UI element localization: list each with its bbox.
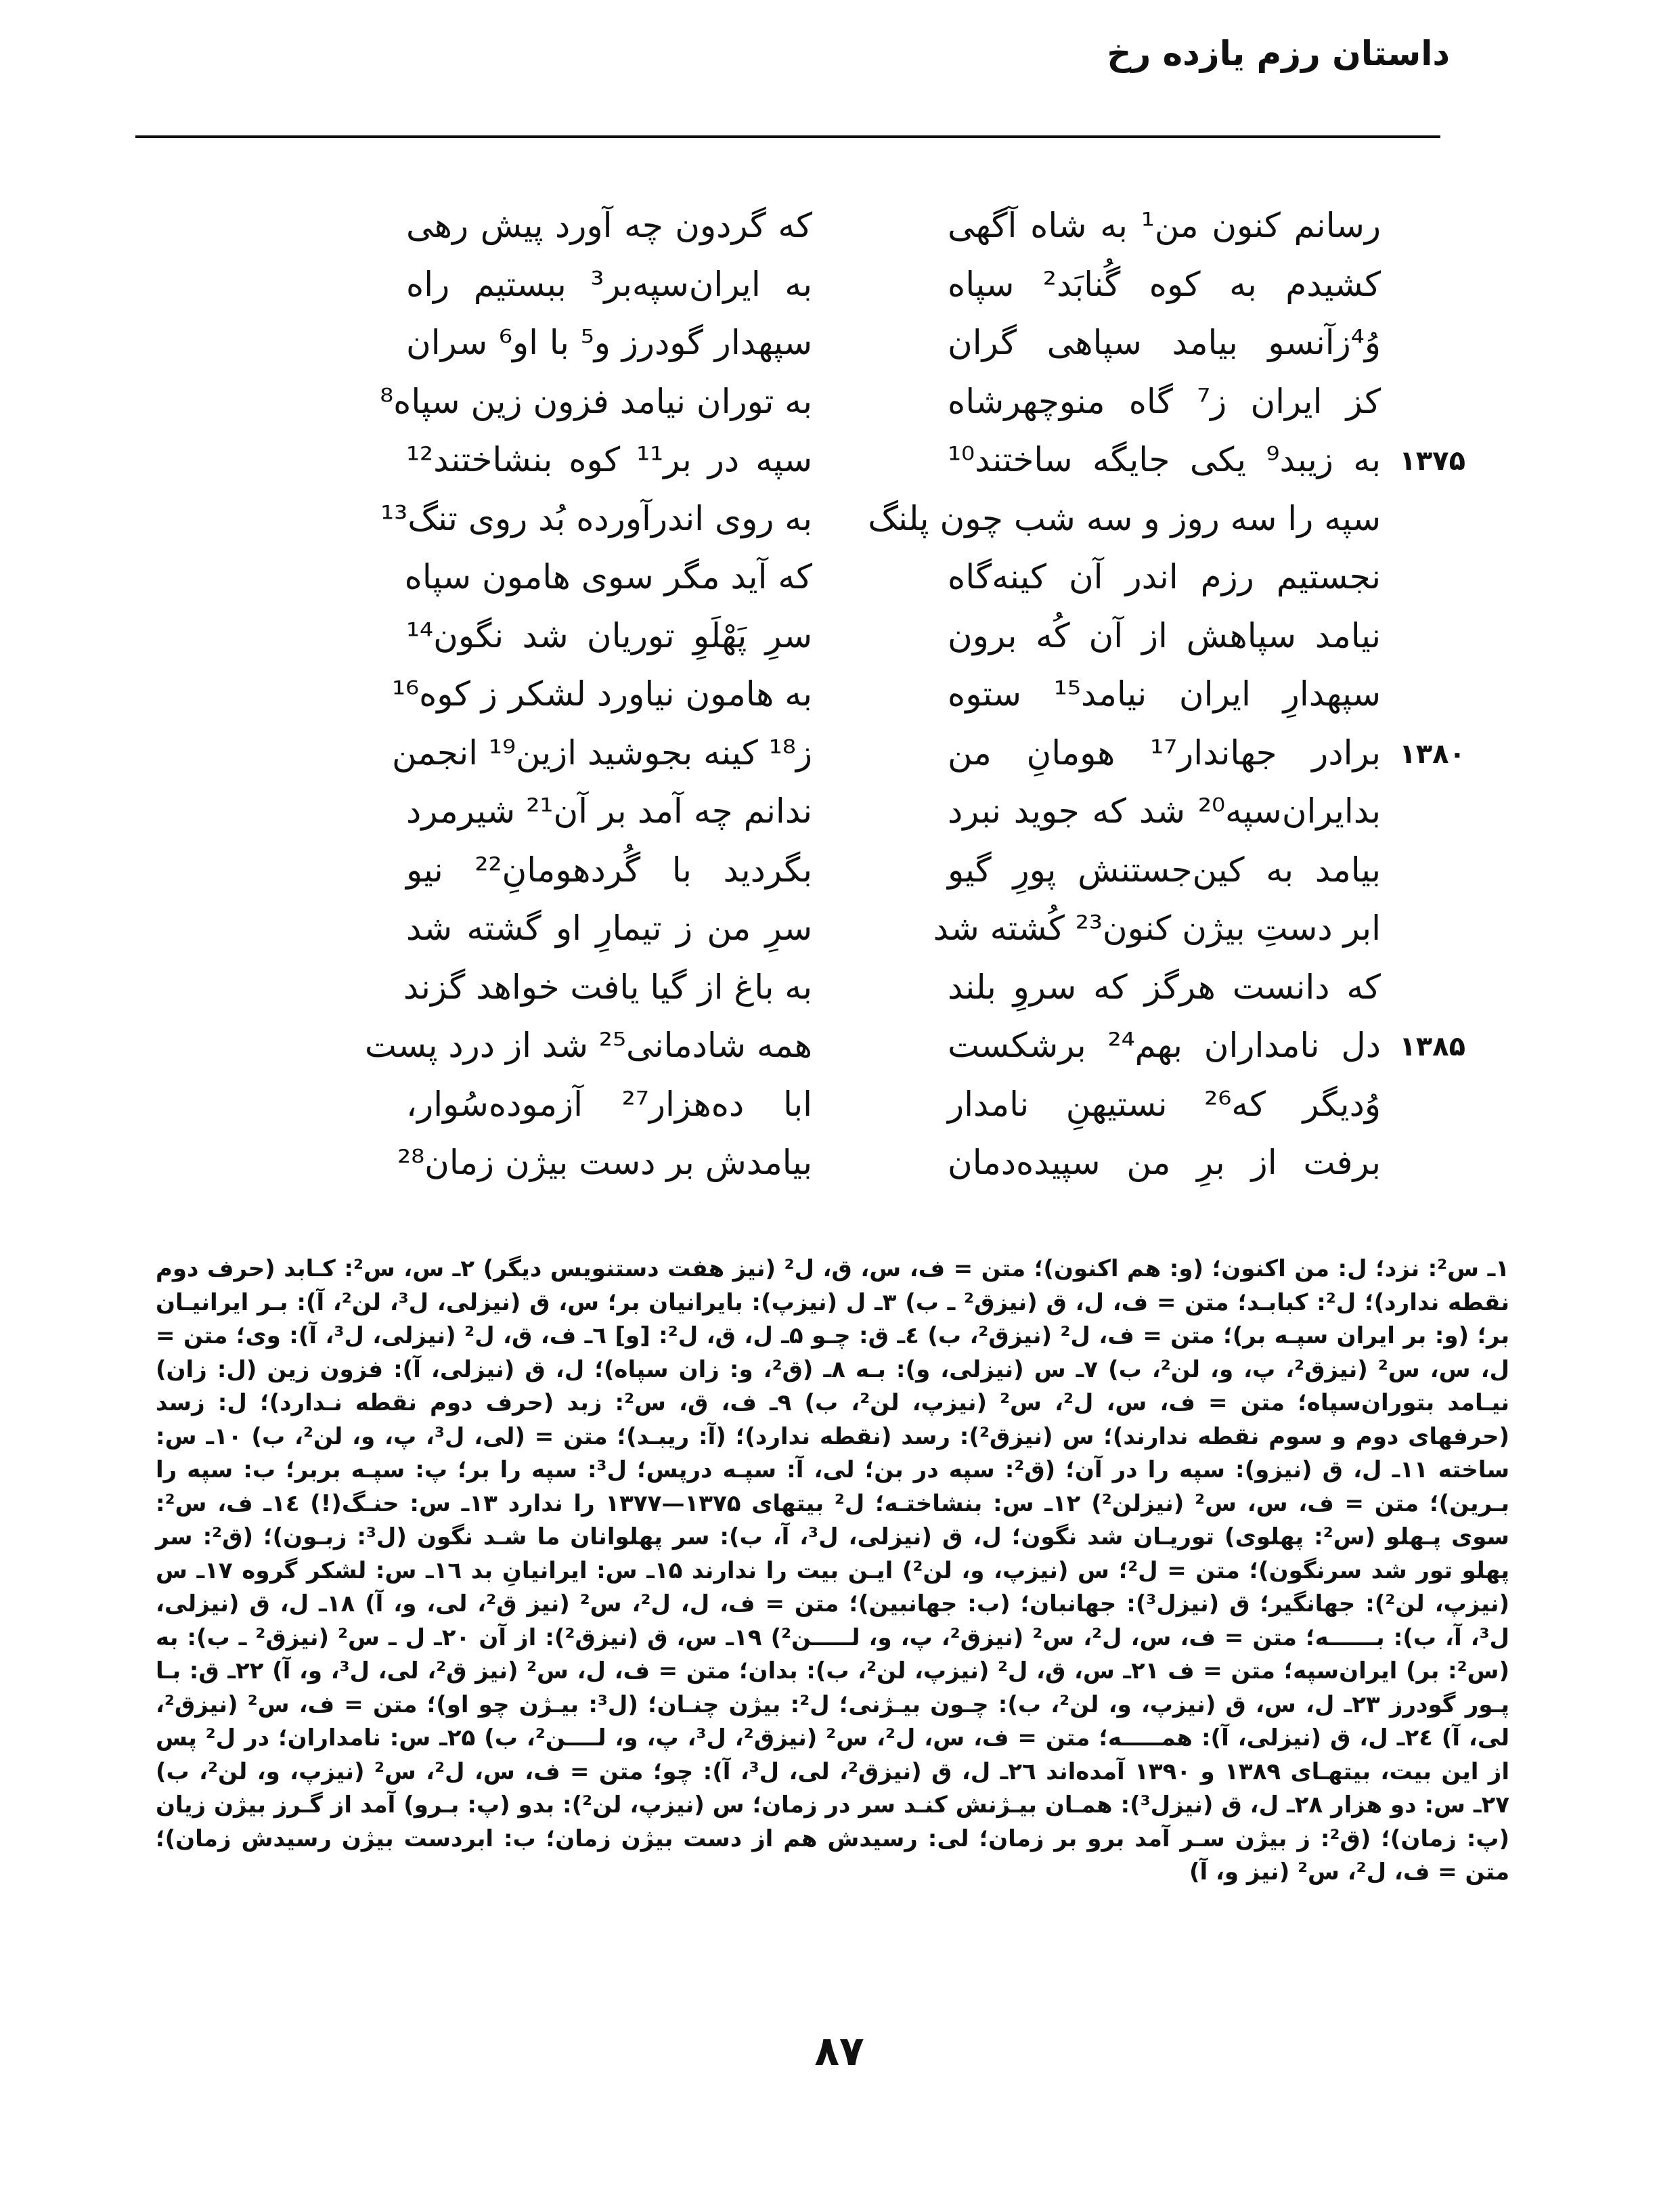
- hemistich-left: همه شادمانی²⁵ شد از درد پست: [364, 1026, 812, 1066]
- hemistich-right: به زیبد⁹ یکی جایگه ساختند¹⁰: [948, 440, 1381, 480]
- hemistich-right: بدایران‌سپه²⁰ شد که جوید نبرد: [948, 791, 1381, 831]
- hemistich-right: برادر جهاندار¹⁷ هومانِ من: [948, 733, 1381, 772]
- verse-row: [284, 958, 1381, 1017]
- hemistich-right: دل نامداران بهم²⁴ برشکست: [948, 1026, 1381, 1066]
- line-number: ۱۳۸۵: [1399, 1031, 1465, 1062]
- verse-row: [284, 1133, 1381, 1192]
- hemistich-left: ابا ده‌هزار²⁷ آزموده‌سُوار،: [406, 1084, 813, 1124]
- verse-row: [284, 724, 1465, 783]
- hemistich-right: کشیدم به کوه گُنابَد² سپاه: [948, 264, 1381, 304]
- hemistich-right: که دانست هرگز که سروِ بلند: [948, 967, 1381, 1007]
- hemistich-right: سپهدارِ ایران نیامد¹⁵ ستوه: [948, 674, 1381, 714]
- page-number: ۸۷: [814, 2028, 864, 2075]
- hemistich-right: کز ایران ز⁷ گاه منوچهرشاه: [948, 381, 1381, 421]
- hemistich-left: ز¹⁸ کینه بجوشید ازین¹⁹ انجمن: [391, 733, 812, 772]
- verse-row: [284, 313, 1381, 372]
- hemistich-left: ندانم چه آمد بر آن²¹ شیرمرد: [406, 791, 812, 831]
- hemistich-right: برفت از برِ من سپیده‌دمان: [948, 1143, 1381, 1183]
- verse-block: [284, 196, 1465, 1192]
- verse-row: [284, 431, 1465, 489]
- hemistich-left: سپه در بر¹¹ کوه بنشاختند¹²: [406, 440, 812, 480]
- verse-row: [284, 548, 1381, 607]
- hemistich-right: وُ⁴زآنسو بیامد سپاهی گران: [948, 323, 1381, 363]
- footnote-text: ۱ـ س²: نزد؛ ل: من اکنون؛ (و: هم اکنون)؛ متن = ف، س، ق، ل² (نیز هفت دستنویس دیگر) ۲ـ س، س²: کـابد (حرف دوم نقطه ندارد)؛ ل²: کبابـد؛ متن = ف، ل، ق (نیزق² ـ ب) ۳ـ ل (نیزپ): بایرانیان بر؛ س، ق (نیزلی، ل³، لن²، آ): بـر ایرانیـان بر؛ (و: بر ایران سپـه بر)؛ متن = ف، ل² (نیزق²، ب) ٤ـ ق: چـو ۵ـ ل، ق، ل²: [و] ٦ـ ف، ق، ل² (نیزلی، ل³، آ): وی؛ متن = ل، س، س² (نیزق²، پ، و، لن²، ب) ۷ـ س (نیزلی، و): بـه ۸ـ (ق²، و: زان سپاه)؛ ل، ق (نیزلی، آ): فزون زین (ل: زان) نیـامد بتوران‌سپاه؛ متن = ف، س، ل²، س² (نیزپ، لن²، ب) ۹ـ ف، ق، س²: زبد (حرف دوم نقطه نـدارد)؛ ل: زسد (حرفهای دوم و سوم نقطه ندارند)؛ س (نیزق²): رسد (نقطه ندارد)؛ (آ: ریبـد)؛ متن = (لی، ل³، پ، و، لن²، ب) ۱۰ـ س: ساخته ۱۱ـ ل، ق (نیزو): سپه را در آن؛ (ق²: سپه در بن؛ لی، آ: سپـه درپس؛ ل³: سپه را بر؛ پ: سپـه بربر؛ ب: سپه را بـرین)؛ متن = ف، س، س² (نیزلن²) ۱۲ـ س: بنشاختـه؛ ل² بیتهای ۱۳۷۵—۱۳۷۷ را ندارد ۱۳ـ س: حنـگ(!) ١٤ـ ف، س²: سوی پـهلو (س²: پهلوی) توریـان شد نگون؛ ل، ق (نیزلی، ل³، آ، ب): سر پهلوانان ما شـد نگون (ل³: زبـون)؛ (ق²: سر پهلو تور شد سرنگون)؛ متن = ل²؛ س (نیزپ، و، لن²) ایـن بیت را ندارند ۱۵ـ س: ایرانیانِ بد ۱٦ـ س: لشکر گروه ۱۷ـ س (نیزپ، لن²): جهانگیر؛ ق (نیزل³): جهانبان؛ (ب: جهانبین)؛ متن = ف، ل، ل²، س² (نیز ق²، لی، و، آ) ۱۸ـ ل، ق (نیزلی، ل³، آ، ب): بــــــه؛ متن = ف، س، ل²، س² (نیزق²، پ، و، لـــــن²) ۱۹ـ س، ق (نیزق²): از آن ۲۰ـ ل ـ س² (نیزق² ـ ب): به (س²: بر) ایران‌سپه؛ متن = ف ۲۱ـ س، ق، ل² (نیزپ، لن²، ب): بدان؛ متن = ف، ل، س² (نیز ق²، لی، ل³، و، آ) ۲۲ـ ق: بـا پـور گودرز ۲۳ـ ل، س، ق (نیزپ، و، لن²، ب): چـون بیـژنی؛ ل²: بیژن چنـان؛ (ل³: بیـژن چو او)؛ متن = ف، س² (نیزق²، لی، آ) ٢٤ـ ل، ق (نیزلی، آ): همـــــه؛ متن = ف، س، ل²، س² (نیزق²، ل³، پ، و، لــــن²، ب) ۲۵ـ س: نامداران؛ در ل² پس از این بیت، بیتهـای ۱۳۸۹ و ۱۳۹۰ آمده‌اند ۲٦ـ ل، ق (نیزق²، لی، ل³، آ): چو؛ متن = ف، س، ل²، س² (نیزپ، و، لن²، ب) ۲۷ـ س: دو هزار ۲۸ـ ل، ق (نیزل³): همـان بیـژنش کنـد سر در زمان؛ س (نیزپ، لن²): بدو (پ: بـرو) آمد از گـرز بیژن زیان (پ: زمان)؛ (ق²: ز بیژن سـر آمد برو بر زمان؛ لی: رسیدش هم از دست بیژن زمان؛ ب: ابردست بیژن رسیدش زمان)؛ متن = ف، ل²، س² (نیز و، آ): [156, 1255, 1510, 1886]
- line-number: ۱۳۷۵: [1399, 445, 1465, 477]
- verse-row: [284, 255, 1381, 314]
- verse-row: [284, 782, 1381, 841]
- hemistich-left: به باغ از گیا یافت خواهد گزند: [403, 967, 812, 1007]
- hemistich-right: بیامد به کین‌جستنش پورِ گیو: [948, 850, 1381, 890]
- hemistich-left: به توران نیامد فزون زین سپاه⁸: [380, 381, 812, 421]
- verse-row: [284, 372, 1381, 431]
- hemistich-left: به هامون نیاورد لشکر ز کوه¹⁶: [391, 674, 812, 714]
- running-title: داستان رزم یازده رخ: [1107, 34, 1450, 73]
- hemistich-right: نیامد سپاهش از آن کُه برون: [948, 615, 1381, 655]
- hemistich-left: بگردید با گُردهومانِ²² نیو: [406, 850, 812, 890]
- hemistich-left: سرِ پَهْلَوِ توریان شد نگون¹⁴: [406, 615, 812, 655]
- hemistich-left: سرِ من ز تیمارِ او گشته شد: [406, 909, 812, 949]
- verse-row: [284, 1075, 1381, 1134]
- verse-row: [284, 489, 1381, 548]
- hemistich-left: بیامدش بر دست بیژن زمان²⁸: [397, 1143, 812, 1183]
- footnotes: [156, 1253, 1509, 1890]
- line-number: ۱۳۸۰: [1399, 738, 1465, 770]
- verse-row: [284, 665, 1381, 724]
- hemistich-left: به ایران‌سپه‌بر³ ببستیم راه: [406, 264, 812, 304]
- verse-row: [284, 607, 1381, 666]
- hemistich-left: که گردون چه آورد پیش رهی: [406, 206, 812, 246]
- hemistich-left: به روی اندرآورده بُد روی تنگ¹³: [380, 498, 812, 538]
- hemistich-right: وُدیگر که²⁶ نستیهنِ نامدار: [948, 1084, 1381, 1124]
- header-rule: [135, 135, 1440, 138]
- hemistich-right: نجستیم رزم اندر آن کینه‌گاه: [948, 557, 1381, 597]
- hemistich-left: سپهدار گودرز و⁵ با او⁶ سران: [406, 323, 812, 363]
- verse-row: [284, 841, 1381, 900]
- verse-row: [284, 196, 1381, 255]
- verse-row: [284, 1016, 1465, 1075]
- hemistich-right: ابر دستِ بیژن کنون²³ کُشته شد: [933, 909, 1381, 949]
- hemistich-right: سپه را سه روز و سه شب چون پلنگ: [868, 498, 1381, 538]
- hemistich-right: رسانم کنون من¹ به شاه آگهی: [948, 206, 1381, 246]
- verse-row: [284, 899, 1381, 958]
- hemistich-left: که آید مگر سوی هامون سپاه: [404, 557, 812, 597]
